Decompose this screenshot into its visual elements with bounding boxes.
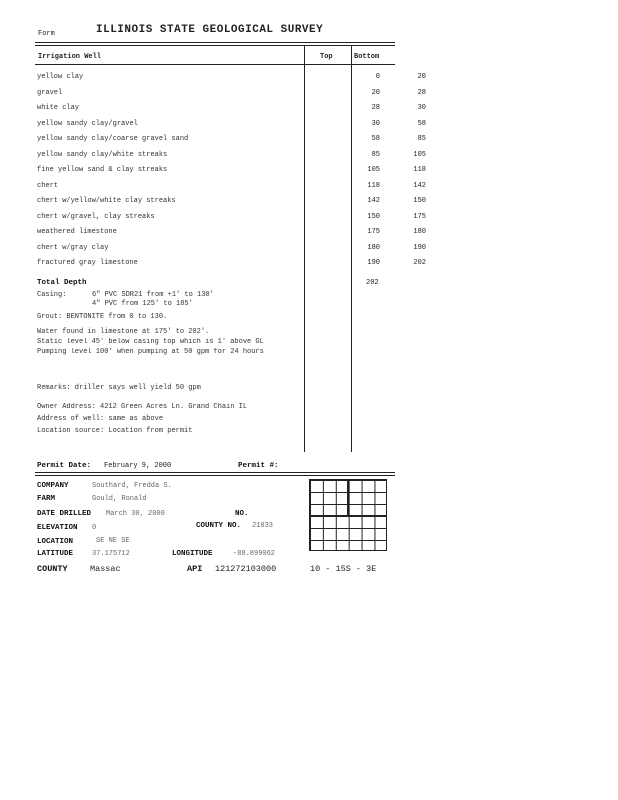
log-row: [37, 181, 426, 194]
farm-value: Gould, Ronald: [92, 495, 147, 503]
form-label: Form: [38, 30, 55, 38]
date-drilled-value: March 30, 2000: [106, 510, 165, 518]
col-bottom-heading: Bottom: [354, 53, 380, 61]
county-no-label: COUNTY NO.: [196, 522, 242, 530]
grid-mark-horizontal: [309, 515, 387, 517]
elevation-label: ELEVATION: [37, 524, 78, 532]
log-heading: Irrigation Well: [38, 53, 102, 61]
latitude-label: LATITUDE: [37, 550, 74, 558]
elevation-value: 0: [92, 524, 97, 532]
grout-note: Grout: BENTONITE from 0 to 130.: [37, 313, 168, 321]
owner-address-note: Owner Address: 4212 Green Acres Ln. Grand Chain IL: [37, 403, 248, 411]
log-row-top: 85: [371, 150, 380, 159]
company-label: COMPANY: [37, 482, 69, 490]
casing-line-1: 6" PVC SDR21 from +1' to 130': [92, 291, 214, 299]
log-row-desc: yellow sandy clay/white streaks: [37, 150, 168, 159]
log-row-desc: chert: [37, 181, 59, 190]
log-row-bottom: 175: [413, 212, 426, 221]
api-label: API: [187, 564, 203, 574]
log-row-desc: chert w/gray clay: [37, 243, 109, 252]
log-row: [37, 150, 426, 163]
permit-date-value: February 9, 2000: [104, 462, 172, 470]
casing-label: Casing:: [37, 291, 67, 299]
total-depth-value: 202: [366, 279, 379, 287]
township-range: 10 - 15S - 3E: [310, 564, 377, 574]
log-row-desc: weathered limestone: [37, 228, 117, 236]
log-row-desc: fine yellow sand & clay streaks: [37, 166, 168, 174]
remarks-note: Remarks: driller says well yield 50 gpm: [37, 384, 201, 392]
log-row: [37, 212, 426, 225]
log-row-top: 28: [371, 104, 380, 112]
location-value: SE NE SE: [96, 537, 130, 545]
log-row-desc: yellow sandy clay/gravel: [37, 119, 138, 128]
log-row-top: 190: [367, 259, 380, 267]
longitude-label: LONGITUDE: [172, 550, 213, 558]
county-label: COUNTY: [37, 564, 68, 574]
top-rule: [35, 42, 395, 43]
county-value: Massac: [90, 564, 121, 574]
log-row: [37, 197, 426, 209]
log-row-top: 0: [375, 73, 380, 81]
log-row-top: 180: [367, 243, 380, 252]
log-row: [37, 243, 426, 256]
grid-mark-vertical: [347, 479, 349, 517]
log-row: [37, 228, 426, 240]
location-source-note: Location source: Location from permit: [37, 427, 193, 435]
latitude-value: 37.175712: [92, 550, 130, 558]
log-row-bottom: 30: [417, 104, 426, 112]
heading-rule: [35, 64, 395, 65]
log-row-desc: white clay: [37, 104, 80, 112]
log-row-bottom: 20: [417, 73, 426, 81]
log-row-desc: gravel: [37, 88, 63, 97]
casing-line-2: 4" PVC from 125' to 185': [92, 300, 193, 308]
log-row-top: 58: [371, 135, 380, 143]
log-row-bottom: 190: [413, 243, 426, 252]
log-row: [37, 119, 426, 132]
log-row-bottom: 105: [413, 150, 426, 159]
log-row-desc: chert w/gravel, clay streaks: [37, 212, 155, 221]
pumping-level-note: Pumping level 100' when pumping at 50 gpm for 24 hours: [37, 348, 264, 356]
log-row-bottom: 28: [417, 88, 426, 97]
log-row-bottom: 58: [417, 119, 426, 128]
water-found-note: Water found in limestone at 175' to 202'.: [37, 328, 210, 336]
top-rule-2: [35, 45, 395, 46]
log-row: [37, 259, 426, 271]
static-level-note: Static level 45' below casing top which is 1' above GL: [37, 338, 264, 346]
log-row-bottom: 85: [417, 135, 426, 143]
longitude-value: -88.899062: [233, 550, 276, 558]
survey-title: ILLINOIS STATE GEOLOGICAL SURVEY: [96, 24, 324, 36]
log-row-top: 105: [367, 166, 380, 174]
log-row-desc: chert w/yellow/white clay streaks: [37, 197, 176, 205]
log-row: [37, 166, 426, 178]
company-value: Southard, Fredda S.: [92, 482, 172, 490]
log-row: [37, 104, 426, 116]
address-of-well-note: Address of well: same as above: [37, 415, 164, 423]
log-row-bottom: 150: [413, 197, 426, 205]
log-row-top: 118: [367, 181, 380, 190]
log-row-desc: yellow clay: [37, 73, 84, 81]
log-row: [37, 88, 426, 101]
permit-rule-2: [35, 475, 395, 476]
log-row-bottom: 180: [413, 228, 426, 236]
log-row: [37, 73, 426, 85]
log-row-top: 30: [371, 119, 380, 128]
log-row-top: 142: [367, 197, 380, 205]
log-row-desc: yellow sandy clay/coarse gravel sand: [37, 135, 189, 143]
date-drilled-label: DATE DRILLED: [37, 510, 92, 518]
log-row-bottom: 142: [413, 181, 426, 190]
log-row-desc: fractured gray limestone: [37, 259, 138, 267]
log-row-top: 150: [367, 212, 380, 221]
permit-date-label: Permit Date:: [37, 462, 92, 470]
county-no-value: 21033: [252, 522, 274, 530]
no-label: NO.: [235, 510, 249, 518]
farm-label: FARM: [37, 495, 56, 503]
location-label: LOCATION: [37, 538, 74, 546]
col-top-heading: Top: [320, 53, 333, 61]
permit-rule: [35, 472, 395, 473]
log-row-top: 175: [367, 228, 380, 236]
log-row-bottom: 202: [413, 259, 426, 267]
log-row-top: 20: [371, 88, 380, 97]
log-row: [37, 135, 426, 147]
total-depth-label: Total Depth: [37, 279, 87, 287]
permit-number-label: Permit #:: [238, 462, 279, 470]
api-value: 121272103000: [215, 564, 277, 574]
log-row-bottom: 118: [413, 166, 426, 174]
